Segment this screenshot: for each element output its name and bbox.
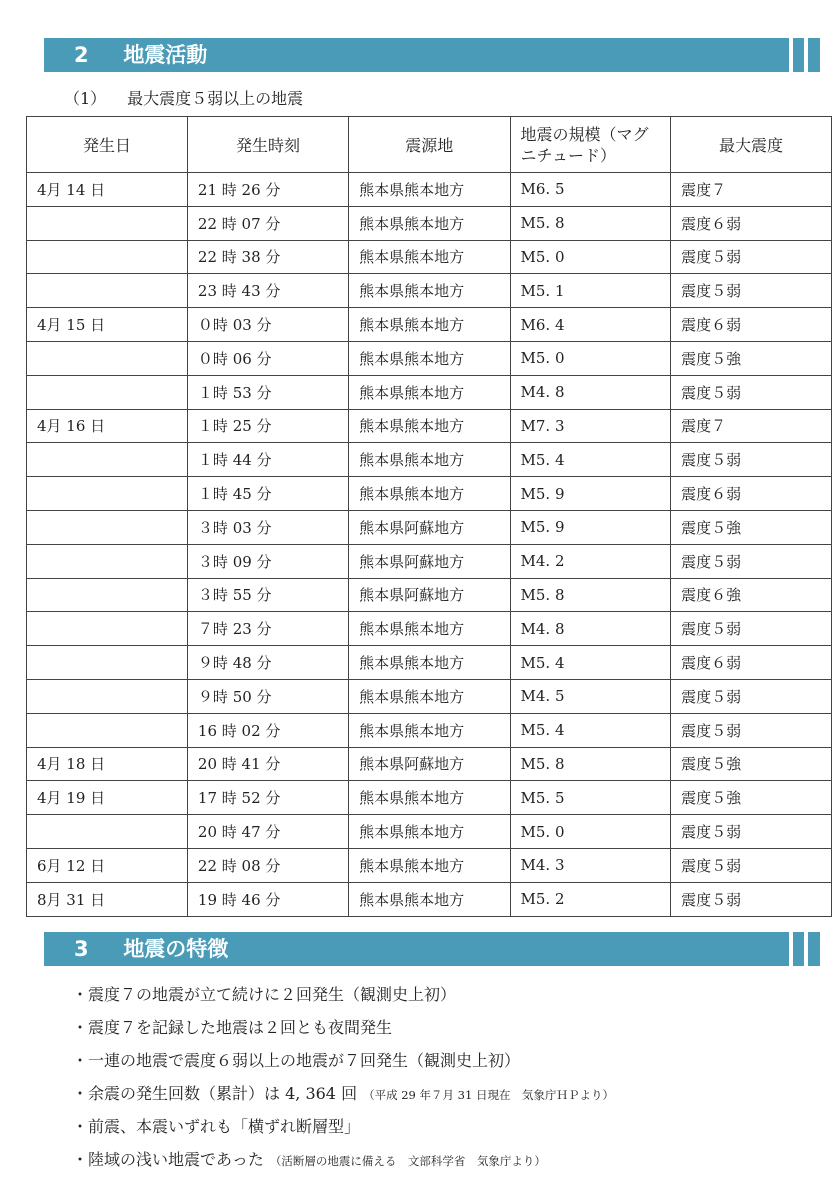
- list-item: [72, 1110, 614, 1143]
- date-cell: [27, 375, 188, 409]
- list-item: [72, 978, 614, 1011]
- time-cell: ７時 23 分: [187, 612, 348, 646]
- time-cell: 22 時 08 分: [187, 848, 348, 882]
- table-row: [27, 308, 832, 342]
- feature-text: ・余震の発生回数（累計）は 4, 364 回: [72, 1084, 358, 1103]
- epicenter-cell: 熊本県阿蘇地方: [349, 578, 510, 612]
- epicenter-cell: 熊本県熊本地方: [349, 173, 510, 207]
- epicenter-cell: 熊本県熊本地方: [349, 341, 510, 375]
- magnitude-cell: M5. 4: [510, 646, 671, 680]
- date-cell: [27, 510, 188, 544]
- date-cell: 4月 16 日: [27, 409, 188, 443]
- magnitude-cell: M5. 9: [510, 510, 671, 544]
- table-row: [27, 679, 832, 713]
- table-row: [27, 781, 832, 815]
- epicenter-cell: 熊本県熊本地方: [349, 679, 510, 713]
- feature-note: （平成 29 年７月 31 日現在 気象庁ＨＰより）: [363, 1088, 614, 1102]
- table-row: [27, 713, 832, 747]
- feature-text: ・一連の地震で震度６弱以上の地震が７回発生（観測史上初）: [72, 1051, 521, 1070]
- intensity-cell: 震度６弱: [671, 308, 832, 342]
- intensity-cell: 震度５弱: [671, 443, 832, 477]
- table-row: [27, 409, 832, 443]
- epicenter-cell: 熊本県熊本地方: [349, 713, 510, 747]
- subsection-number: （1）: [64, 89, 107, 108]
- date-cell: [27, 679, 188, 713]
- time-cell: ９時 50 分: [187, 679, 348, 713]
- intensity-cell: 震度５弱: [671, 240, 832, 274]
- intensity-cell: 震度５強: [671, 510, 832, 544]
- table-row: [27, 882, 832, 916]
- header-bar: [793, 932, 804, 966]
- col-header-date: 発生日: [27, 117, 188, 173]
- intensity-cell: 震度５弱: [671, 679, 832, 713]
- date-cell: [27, 578, 188, 612]
- time-cell: 20 時 41 分: [187, 747, 348, 781]
- time-cell: ０時 06 分: [187, 341, 348, 375]
- section-title: 地震活動: [123, 43, 208, 67]
- time-cell: ３時 09 分: [187, 544, 348, 578]
- intensity-cell: 震度５弱: [671, 713, 832, 747]
- table-row: [27, 206, 832, 240]
- table-header-row: [27, 117, 832, 173]
- magnitude-cell: M5. 9: [510, 477, 671, 511]
- date-cell: 6月 12 日: [27, 848, 188, 882]
- intensity-cell: 震度７: [671, 409, 832, 443]
- time-cell: ３時 55 分: [187, 578, 348, 612]
- table-body: [27, 173, 832, 917]
- magnitude-cell: M6. 4: [510, 308, 671, 342]
- epicenter-cell: 熊本県阿蘇地方: [349, 510, 510, 544]
- col-header-intensity: 最大震度: [671, 117, 832, 173]
- intensity-cell: 震度５弱: [671, 612, 832, 646]
- list-item: [72, 1011, 614, 1044]
- date-cell: [27, 544, 188, 578]
- date-cell: [27, 341, 188, 375]
- time-cell: 19 時 46 分: [187, 882, 348, 916]
- table-row: [27, 612, 832, 646]
- date-cell: [27, 206, 188, 240]
- epicenter-cell: 熊本県熊本地方: [349, 443, 510, 477]
- section-header-3: [44, 932, 820, 966]
- feature-text: ・前震、本震いずれも「横ずれ断層型」: [72, 1117, 361, 1136]
- table-row: [27, 443, 832, 477]
- epicenter-cell: 熊本県熊本地方: [349, 308, 510, 342]
- magnitude-cell: M5. 0: [510, 341, 671, 375]
- feature-list: [72, 978, 614, 1176]
- time-cell: ９時 48 分: [187, 646, 348, 680]
- epicenter-cell: 熊本県阿蘇地方: [349, 747, 510, 781]
- date-cell: [27, 815, 188, 849]
- intensity-cell: 震度５弱: [671, 274, 832, 308]
- section-number: 2: [74, 43, 89, 67]
- subsection-title: 最大震度５弱以上の地震: [127, 89, 304, 108]
- magnitude-cell: M5. 5: [510, 781, 671, 815]
- table-row: [27, 510, 832, 544]
- date-cell: [27, 240, 188, 274]
- table-row: [27, 815, 832, 849]
- epicenter-cell: 熊本県熊本地方: [349, 409, 510, 443]
- date-cell: [27, 713, 188, 747]
- section-title: 地震の特徴: [123, 937, 229, 961]
- intensity-cell: 震度５弱: [671, 544, 832, 578]
- intensity-cell: 震度５強: [671, 747, 832, 781]
- epicenter-cell: 熊本県熊本地方: [349, 375, 510, 409]
- table-row: [27, 173, 832, 207]
- table-row: [27, 240, 832, 274]
- intensity-cell: 震度５弱: [671, 815, 832, 849]
- feature-text: ・陸域の浅い地震であった: [72, 1150, 264, 1169]
- list-item: [72, 1044, 614, 1077]
- time-cell: 16 時 02 分: [187, 713, 348, 747]
- section-number: 3: [74, 937, 89, 961]
- date-cell: [27, 612, 188, 646]
- time-cell: 21 時 26 分: [187, 173, 348, 207]
- magnitude-cell: M4. 5: [510, 679, 671, 713]
- date-cell: 4月 18 日: [27, 747, 188, 781]
- time-cell: ０時 03 分: [187, 308, 348, 342]
- section-header-2: [44, 38, 820, 72]
- magnitude-cell: M5. 4: [510, 713, 671, 747]
- intensity-cell: 震度５弱: [671, 882, 832, 916]
- earthquake-table: [26, 116, 832, 917]
- magnitude-cell: M5. 1: [510, 274, 671, 308]
- list-item: [72, 1143, 614, 1176]
- date-cell: [27, 477, 188, 511]
- intensity-cell: 震度６弱: [671, 646, 832, 680]
- date-cell: [27, 443, 188, 477]
- magnitude-cell: M5. 8: [510, 206, 671, 240]
- epicenter-cell: 熊本県熊本地方: [349, 240, 510, 274]
- time-cell: 23 時 43 分: [187, 274, 348, 308]
- epicenter-cell: 熊本県熊本地方: [349, 612, 510, 646]
- magnitude-cell: M7. 3: [510, 409, 671, 443]
- col-header-magnitude: 地震の規模（マグニチュード）: [510, 117, 671, 173]
- time-cell: １時 25 分: [187, 409, 348, 443]
- magnitude-cell: M5. 2: [510, 882, 671, 916]
- time-cell: 20 時 47 分: [187, 815, 348, 849]
- table-row: [27, 375, 832, 409]
- table-row: [27, 578, 832, 612]
- feature-note: （活断層の地震に備える 文部科学省 気象庁より）: [269, 1154, 546, 1168]
- epicenter-cell: 熊本県熊本地方: [349, 781, 510, 815]
- time-cell: 17 時 52 分: [187, 781, 348, 815]
- subsection-heading: [64, 86, 303, 109]
- magnitude-cell: M5. 8: [510, 578, 671, 612]
- table-row: [27, 646, 832, 680]
- time-cell: ３時 03 分: [187, 510, 348, 544]
- epicenter-cell: 熊本県熊本地方: [349, 646, 510, 680]
- epicenter-cell: 熊本県熊本地方: [349, 882, 510, 916]
- magnitude-cell: M6. 5: [510, 173, 671, 207]
- epicenter-cell: 熊本県熊本地方: [349, 848, 510, 882]
- intensity-cell: 震度７: [671, 173, 832, 207]
- time-cell: 22 時 07 分: [187, 206, 348, 240]
- date-cell: 4月 19 日: [27, 781, 188, 815]
- epicenter-cell: 熊本県熊本地方: [349, 206, 510, 240]
- table-row: [27, 341, 832, 375]
- date-cell: 4月 14 日: [27, 173, 188, 207]
- time-cell: １時 53 分: [187, 375, 348, 409]
- intensity-cell: 震度６強: [671, 578, 832, 612]
- date-cell: [27, 646, 188, 680]
- intensity-cell: 震度５強: [671, 341, 832, 375]
- col-header-epicenter: 震源地: [349, 117, 510, 173]
- intensity-cell: 震度６弱: [671, 206, 832, 240]
- magnitude-cell: M5. 4: [510, 443, 671, 477]
- epicenter-cell: 熊本県熊本地方: [349, 815, 510, 849]
- time-cell: １時 45 分: [187, 477, 348, 511]
- table-row: [27, 544, 832, 578]
- magnitude-cell: M4. 8: [510, 612, 671, 646]
- intensity-cell: 震度５強: [671, 781, 832, 815]
- date-cell: 4月 15 日: [27, 308, 188, 342]
- table-row: [27, 848, 832, 882]
- table-row: [27, 747, 832, 781]
- header-gap: [804, 38, 808, 72]
- feature-text: ・震度７を記録した地震は２回とも夜間発生: [72, 1018, 393, 1037]
- table-row: [27, 477, 832, 511]
- header-bar: [793, 38, 804, 72]
- header-gap: [804, 932, 808, 966]
- time-cell: 22 時 38 分: [187, 240, 348, 274]
- magnitude-cell: M5. 0: [510, 240, 671, 274]
- date-cell: [27, 274, 188, 308]
- magnitude-cell: M4. 3: [510, 848, 671, 882]
- feature-text: ・震度７の地震が立て続けに２回発生（観測史上初）: [72, 985, 457, 1004]
- magnitude-cell: M4. 8: [510, 375, 671, 409]
- list-item: [72, 1077, 614, 1110]
- time-cell: １時 44 分: [187, 443, 348, 477]
- intensity-cell: 震度５弱: [671, 848, 832, 882]
- intensity-cell: 震度５弱: [671, 375, 832, 409]
- magnitude-cell: M5. 8: [510, 747, 671, 781]
- table-row: [27, 274, 832, 308]
- magnitude-cell: M4. 2: [510, 544, 671, 578]
- magnitude-cell: M5. 0: [510, 815, 671, 849]
- intensity-cell: 震度６弱: [671, 477, 832, 511]
- col-header-time: 発生時刻: [187, 117, 348, 173]
- epicenter-cell: 熊本県熊本地方: [349, 477, 510, 511]
- epicenter-cell: 熊本県阿蘇地方: [349, 544, 510, 578]
- date-cell: 8月 31 日: [27, 882, 188, 916]
- epicenter-cell: 熊本県熊本地方: [349, 274, 510, 308]
